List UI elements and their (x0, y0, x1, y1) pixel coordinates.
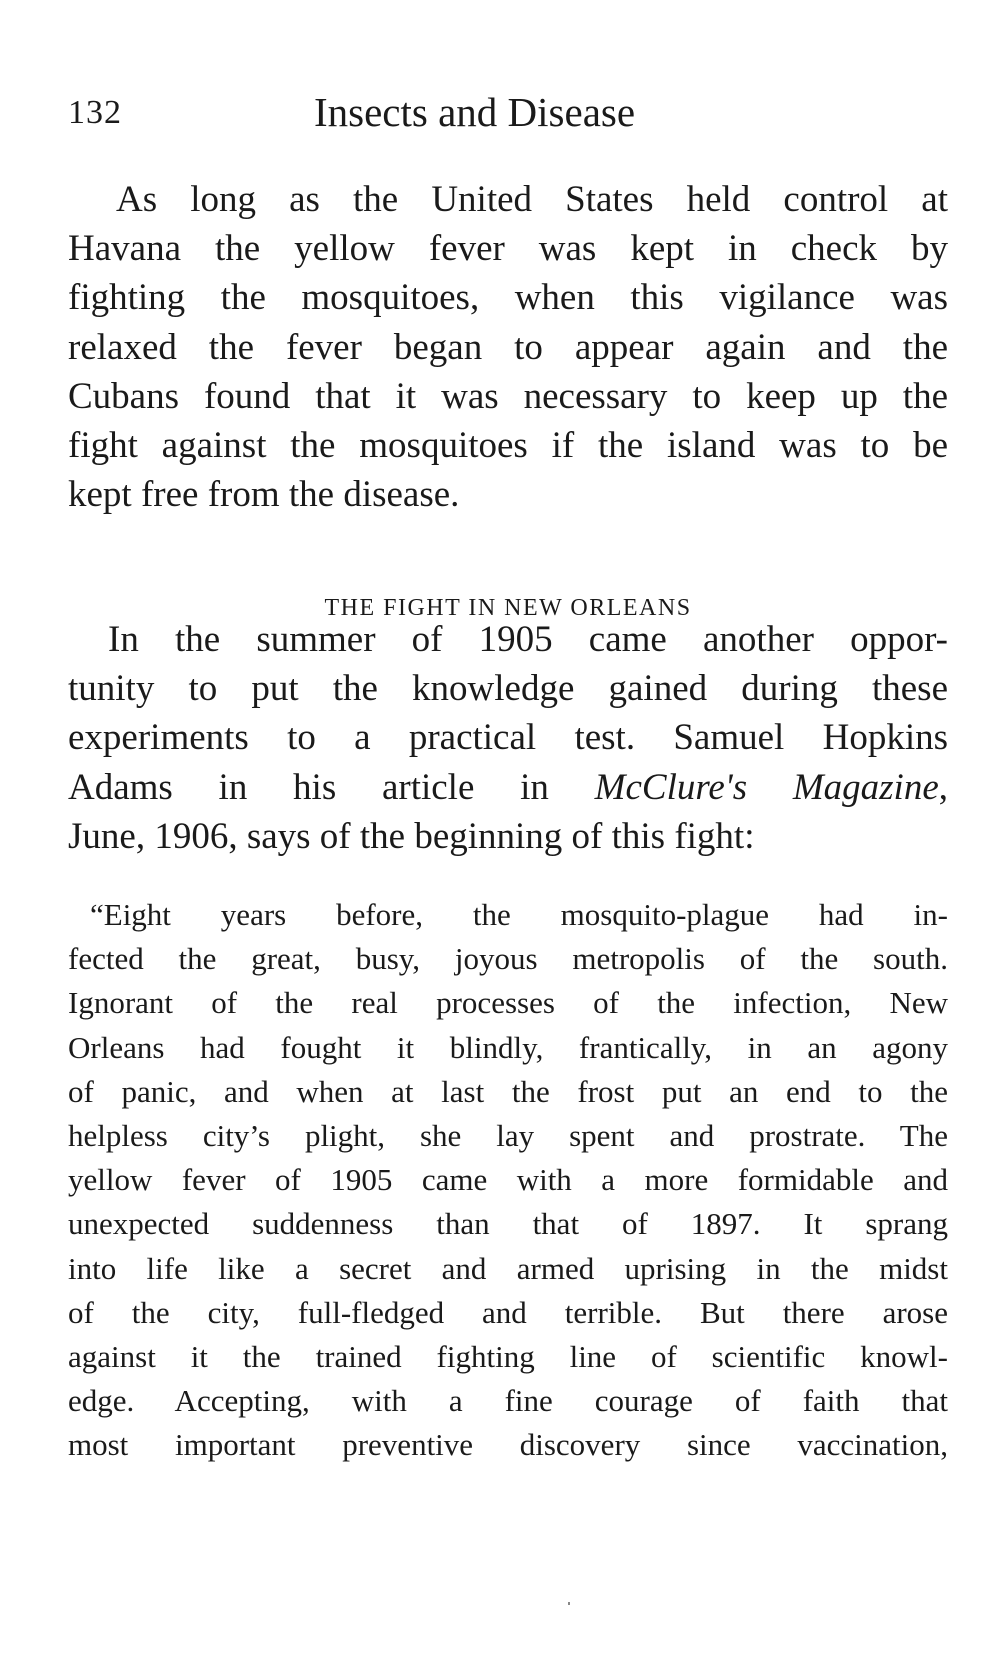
line-punctuation: , (938, 766, 949, 808)
section-heading: THE FIGHT IN NEW ORLEANS (324, 595, 692, 621)
text-line: In the summer of 1905 came another oppor- (108, 619, 948, 660)
quote-line: helpless city’s plight, she lay spent and prostrate. The (68, 1118, 948, 1154)
text-line: tunity to put the knowledge gained during these (68, 668, 948, 710)
page-number: 132 (68, 94, 122, 131)
quote-line: Ignorant of the real processes of the infection, New (68, 985, 948, 1021)
text-line: fight against the mosquitoes if the island was to be (68, 425, 948, 467)
text-line: kept free from the disease. (68, 474, 460, 516)
text-line: June, 1906, says of the beginning of this fight: (68, 815, 755, 857)
page-header (68, 88, 948, 138)
magazine-title: McClure's Magazine (594, 766, 939, 808)
text-line: Havana the yellow fever was kept in check by (68, 228, 948, 270)
text-line: relaxed the fever began to appear again and the (68, 326, 948, 368)
paragraph-havana (68, 175, 948, 519)
text-line: As long as the United States held control at (116, 179, 948, 220)
quote-line: of the city, full-fledged and terrible. But there arose (68, 1294, 948, 1330)
text-line: experiments to a practical test. Samuel Hopkins (68, 717, 948, 759)
quote-line: into life like a secret and armed uprising in the midst (68, 1250, 948, 1286)
quote-line: “Eight years before, the mosquito-plague had in- (90, 897, 948, 932)
text-line: Cubans found that it was necessary to keep up the (68, 375, 948, 417)
text-line: fighting the mosquitoes, when this vigilance was (68, 277, 948, 319)
quote-line: Orleans had fought it blindly, frantically, in an agony (68, 1029, 948, 1065)
quote-line: against it the trained fighting line of scientific knowl- (68, 1339, 948, 1375)
quote-line: fected the great, busy, joyous metropolis of the south. (68, 941, 948, 977)
running-title: Insects and Disease (314, 89, 636, 135)
block-quote (68, 893, 948, 1468)
quote-line: most important preventive discovery since vaccination, (68, 1427, 948, 1463)
line-text: Adams in his article in (68, 766, 549, 808)
ink-speck (568, 1602, 570, 1605)
quote-line: edge. Accepting, with a fine courage of faith that (68, 1383, 948, 1419)
text-line-with-citation (68, 763, 948, 812)
quote-line: yellow fever of 1905 came with a more formidable and (68, 1162, 948, 1198)
paragraph-new-orleans (68, 615, 948, 861)
quote-line: of panic, and when at last the frost put an end to the (68, 1073, 948, 1109)
quote-line: unexpected suddenness than that of 1897. It sprang (68, 1206, 948, 1242)
